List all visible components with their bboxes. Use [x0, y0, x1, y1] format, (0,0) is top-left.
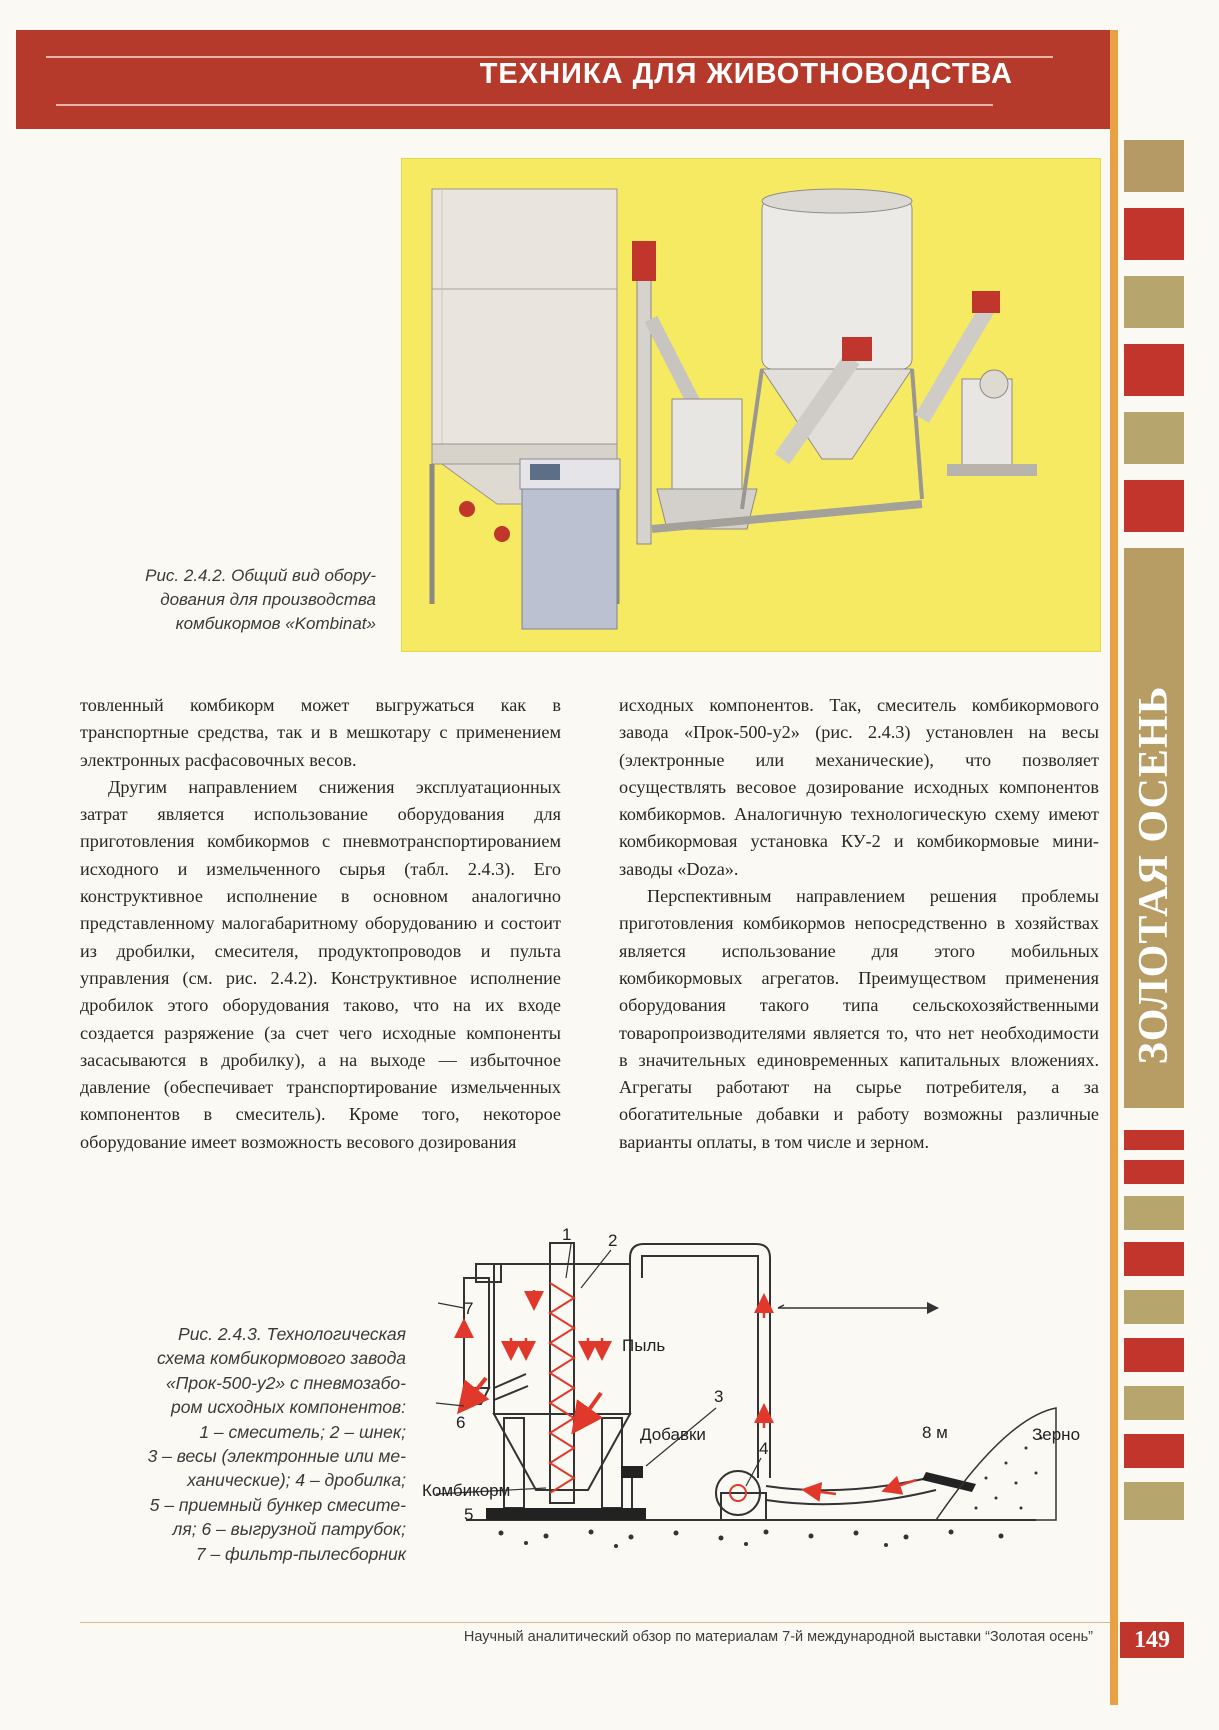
footer-text: Научный аналитический обзор по материалам 7-й международной выставки “Золотая осень” [463, 1629, 1093, 1645]
label-1: 1 [562, 1228, 572, 1244]
left-column [80, 692, 561, 1156]
equipment-illustration [402, 159, 1100, 651]
label-4: 4 [759, 1439, 769, 1458]
page-number: 149 [1120, 1622, 1184, 1658]
label-5: 5 [464, 1505, 474, 1524]
side-title-text: ЗОЛОТАЯ ОСЕНЬ [1131, 685, 1177, 1065]
paragraph: Перспективным направлением решения проблемы приготовления комбикормов непосредственно в хозяйствах является использование для этого мобильных комбикормовых агрегатов. Преимуществом применения оборудования такого типа сельскохозяйственными товаропроизводителями является то, что нет необходимости в значительных единовременных капитальных вложениях. Агрегаты работают на сырье потребителя, а за обогатительные добавки и работу возможны различные варианты оплаты, в том числе и зерном. [619, 886, 1099, 1152]
caption-line: «Прок-500-у2» с пневмозабо- [165, 1372, 406, 1393]
caption-line: ханические); 4 – дробилка; [187, 1470, 406, 1491]
paragraph: Другим направлением снижения эксплуатационных затрат является использование оборудования для приготовления комбикормов с пневмотранспортированием исходного и измельченного сырья (табл. 2.4.3). Его конструктивное исполнение в основном аналогично представленному малогабаритному оборудованию и состоит из дробилки, смесителя, продуктопроводов и пульта управления (см. рис. 2.4.2). Конструктивное исполнение дробилок этого оборудования таково, что на их входе создается разряжение (за счет чего исходные компоненты засасываются в дробилку), а на выходе — избыточное давление (обеспечивает транспортирование измельченных компонентов в смеситель). Кроме того, некоторое оборудование имеет возможность весового дозирования [80, 776, 561, 1152]
caption-line: Рис. 2.4.2. Общий вид обору- [145, 566, 376, 585]
figure-1-caption [60, 564, 376, 636]
caption-line: дования для производства [160, 590, 376, 609]
label-6: 6 [456, 1413, 466, 1432]
caption-line: схема комбикормового завода [157, 1348, 406, 1369]
label-additives: Добавки [640, 1425, 706, 1444]
receiving-hopper [486, 1508, 646, 1520]
process-diagram [416, 1228, 1116, 1568]
caption-line: комбикормов «Kombinat» [175, 614, 376, 633]
caption-line: ром исходных компонентов: [171, 1397, 406, 1418]
header-rule [56, 104, 993, 106]
caption-line: Рис. 2.4.3. Технологическая [178, 1324, 406, 1344]
paragraph: товленный комбикорм может выгружаться как в транспортные средства, так и в мешкотару с применением электронных расфасовочных весов. [80, 695, 561, 770]
scales [621, 1466, 643, 1478]
figure-2-caption [60, 1322, 406, 1566]
filter-dust-collector [464, 1278, 489, 1388]
label-7: 7 [464, 1299, 474, 1318]
label-distance: 8 м [922, 1423, 948, 1442]
footer-rule [80, 1622, 1110, 1623]
ground-dots [499, 1530, 1004, 1549]
caption-line: 1 – смеситель; 2 – шнек; [199, 1421, 406, 1442]
side-title [1124, 660, 1184, 1090]
caption-line: 5 – приемный бункер смесите- [149, 1494, 406, 1515]
equipment-photo [401, 158, 1101, 652]
label-dust: Пыль [622, 1336, 666, 1355]
right-column [619, 692, 1099, 1156]
caption-line: 7 – фильтр-пылесборник [195, 1543, 406, 1564]
header-title: ТЕХНИКА ДЛЯ ЖИВОТНОВОДСТВА [479, 58, 1013, 90]
paragraph: исходных компонентов. Так, смеситель комбикормового завода «Прок-500-у2» (рис. 2.4.3) установлен на весы (электронные или механические), что позволяет осуществлять весовое дозирование исходных компонентов комбикормов. Аналогичную технологическую схему имеют комбикормовая установка КУ-2 и комбикормовые мини-заводы «Doza». [619, 695, 1099, 879]
label-grain: Зерно [1032, 1425, 1081, 1444]
caption-line: ля; 6 – выгрузной патрубок; [172, 1519, 406, 1540]
screw-auger [550, 1243, 574, 1503]
label-2: 2 [608, 1231, 618, 1250]
label-3: 3 [714, 1387, 724, 1406]
page-header [16, 30, 1113, 129]
caption-line: 3 – весы (электронные или ме- [147, 1446, 406, 1467]
label-feed: Комбикорм [422, 1481, 511, 1500]
